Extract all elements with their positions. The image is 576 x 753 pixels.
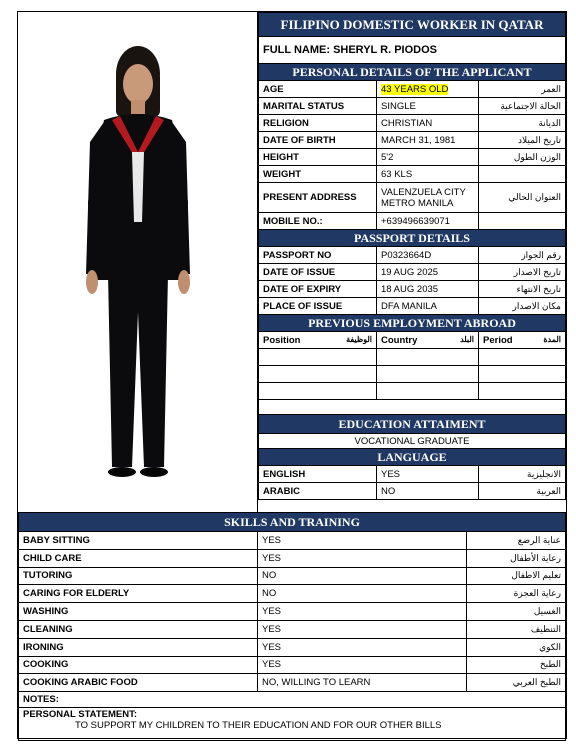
field-label: MARITAL STATUS: [259, 98, 377, 115]
field-label: DATE OF EXPIRY: [259, 281, 377, 298]
field-value: [258, 532, 467, 550]
previous-employment-heading: PREVIOUS EMPLOYMENT ABROAD: [259, 315, 566, 332]
personal-row: [259, 81, 566, 98]
field-value-text: NO: [381, 485, 396, 497]
field-value-text: YES: [262, 641, 282, 653]
field-label-arabic: الكوي: [467, 638, 566, 656]
skill-row: [19, 656, 566, 674]
field-value-text: YES: [262, 552, 282, 564]
field-label-arabic: العنوان الحالي: [479, 183, 566, 213]
field-label: PRESENT ADDRESS: [259, 183, 377, 213]
passport-row: [259, 264, 566, 281]
field-value-text: 63 KLS: [381, 168, 413, 180]
statement-label: PERSONAL STATEMENT:: [23, 709, 138, 721]
skill-row: [19, 549, 566, 567]
field-label-arabic: تاريخ الانتهاء: [479, 281, 566, 298]
field-label: BABY SITTING: [19, 532, 258, 550]
field-label: COOKING ARABIC FOOD: [19, 674, 258, 692]
passport-row: [259, 298, 566, 315]
personal-row: [259, 98, 566, 115]
field-value-text: +639496639071: [381, 215, 450, 227]
field-label-arabic: رقم الجواز: [479, 247, 566, 264]
field-label: TUTORING: [19, 567, 258, 585]
field-value: [377, 149, 479, 166]
field-label: DATE OF ISSUE: [259, 264, 377, 281]
field-label-arabic: رعاية العجزة: [467, 585, 566, 603]
notes-label: NOTES:: [19, 692, 566, 708]
passport-row: [259, 281, 566, 298]
field-value-text: VALENZUELA CITY: [381, 186, 466, 198]
field-value: [377, 81, 479, 98]
field-value-text: NO: [262, 570, 277, 582]
field-value: [258, 620, 467, 638]
field-label-arabic: تاريخ الميلاد: [479, 132, 566, 149]
field-value: [258, 656, 467, 674]
period-header-ar: المدة: [543, 334, 561, 344]
field-label-arabic: الانجليزية: [479, 466, 566, 483]
field-label-arabic: الحالة الاجتماعية: [479, 98, 566, 115]
passport-row: [259, 247, 566, 264]
field-value: [377, 298, 479, 315]
field-label: ARABIC: [259, 483, 377, 500]
details-column: [258, 12, 566, 500]
employment-row: [259, 383, 566, 400]
field-value: [377, 281, 479, 298]
employment-header-row: [259, 332, 566, 349]
personal-row: [259, 132, 566, 149]
personal-row: [259, 213, 566, 230]
field-label-arabic: تعليم الاطفال: [467, 567, 566, 585]
field-label: ENGLISH: [259, 466, 377, 483]
field-value-text-line2: METRO MANILA: [381, 197, 454, 209]
field-value: [377, 183, 479, 213]
field-label-arabic: الديانة: [479, 115, 566, 132]
passport-details-heading: PASSPORT DETAILS: [259, 230, 566, 247]
position-header-ar: الوظيفة: [346, 334, 372, 344]
field-value: [258, 603, 467, 621]
field-value-text: CHRISTIAN: [381, 117, 433, 129]
field-value: [377, 483, 479, 500]
skill-row: [19, 567, 566, 585]
skill-row: [19, 638, 566, 656]
field-label-arabic: تاريخ الاصدار: [479, 264, 566, 281]
field-label-arabic: الطبخ: [467, 656, 566, 674]
field-value-text: 43 YEARS OLD: [381, 83, 449, 95]
field-value: [377, 132, 479, 149]
field-label: WEIGHT: [259, 166, 377, 183]
country-header-ar: البلد: [460, 334, 474, 344]
position-header: Position: [263, 334, 301, 346]
field-value-text: YES: [262, 606, 282, 618]
field-value-text: YES: [262, 623, 282, 635]
statement-text: TO SUPPORT MY CHILDREN TO THEIR EDUCATION AND FOR OUR OTHER BILLS: [75, 720, 442, 732]
field-label-arabic: الطبخ العربي: [467, 674, 566, 692]
field-label: CLEANING: [19, 620, 258, 638]
language-heading: LANGUAGE: [259, 449, 566, 466]
skill-row: [19, 620, 566, 638]
field-value-text: P0323664D: [381, 249, 432, 261]
field-value-text: SINGLE: [381, 100, 416, 112]
field-label-arabic: مكان الاصدار: [479, 298, 566, 315]
field-label-arabic: عناية الرضع: [467, 532, 566, 550]
field-value-text: YES: [381, 468, 401, 480]
field-label: MOBILE NO.:: [259, 213, 377, 230]
field-value: [258, 549, 467, 567]
field-label-arabic: الوزن الطول: [479, 149, 566, 166]
field-label-arabic: العمر: [479, 81, 566, 98]
field-value-text: YES: [262, 534, 282, 546]
personal-row: [259, 183, 566, 213]
personal-row: [259, 115, 566, 132]
language-row: [259, 466, 566, 483]
applicant-photo: [18, 12, 258, 512]
skill-row: [19, 532, 566, 550]
field-value-text: NO: [262, 588, 277, 600]
field-value: [258, 638, 467, 656]
field-value-text: YES: [262, 659, 282, 671]
document-title: FILIPINO DOMESTIC WORKER IN QATAR: [259, 13, 566, 37]
field-label: WASHING: [19, 603, 258, 621]
field-value-text: 19 AUG 2025: [381, 266, 439, 278]
field-value-text: DFA MANILA: [381, 300, 437, 312]
personal-row: [259, 166, 566, 183]
skill-row: [19, 674, 566, 692]
period-header: Period: [483, 334, 513, 346]
field-label: DATE OF BIRTH: [259, 132, 377, 149]
field-label-arabic: الغسيل: [467, 603, 566, 621]
skills-table: [18, 512, 566, 741]
field-label: PLACE OF ISSUE: [259, 298, 377, 315]
field-label: HEIGHT: [259, 149, 377, 166]
field-label: RELIGION: [259, 115, 377, 132]
education-value: VOCATIONAL GRADUATE: [259, 434, 566, 449]
field-value: [258, 585, 467, 603]
field-value-text: NO, WILLING TO LEARN: [262, 677, 371, 689]
field-value: [377, 264, 479, 281]
field-label-arabic: [479, 213, 566, 230]
field-value: [377, 115, 479, 132]
field-value: [377, 166, 479, 183]
personal-row: [259, 149, 566, 166]
skills-heading: SKILLS AND TRAINING: [19, 513, 566, 532]
field-label: PASSPORT NO: [259, 247, 377, 264]
field-value: [377, 466, 479, 483]
field-label: CARING FOR ELDERLY: [19, 585, 258, 603]
field-value: [258, 567, 467, 585]
field-label-arabic: العربية: [479, 483, 566, 500]
education-heading: EDUCATION ATTAIMENT: [259, 415, 566, 434]
field-label: COOKING: [19, 656, 258, 674]
field-value: [258, 674, 467, 692]
field-value: [377, 247, 479, 264]
field-label: AGE: [259, 81, 377, 98]
skill-row: [19, 603, 566, 621]
field-label: CHILD CARE: [19, 549, 258, 567]
field-label-arabic: التنظيف: [467, 620, 566, 638]
employment-row: [259, 366, 566, 383]
biodata-sheet: [17, 11, 567, 739]
field-value-text: 5'2: [381, 151, 394, 163]
field-value: [377, 98, 479, 115]
country-header: Country: [381, 334, 418, 346]
field-label-arabic: رعاية الأطفال: [467, 549, 566, 567]
applicant-figure-image: [18, 12, 257, 512]
employment-row: [259, 349, 566, 366]
field-value-text: MARCH 31, 1981: [381, 134, 456, 146]
full-name: FULL NAME: SHERYL R. PIODOS: [259, 37, 566, 64]
skill-row: [19, 585, 566, 603]
field-label: IRONING: [19, 638, 258, 656]
language-row: [259, 483, 566, 500]
field-value: [377, 213, 479, 230]
personal-statement: [19, 708, 566, 741]
personal-details-heading: PERSONAL DETAILS OF THE APPLICANT: [259, 64, 566, 81]
details-table: [258, 12, 566, 500]
field-value-text: 18 AUG 2035: [381, 283, 439, 295]
field-label-arabic: [479, 166, 566, 183]
